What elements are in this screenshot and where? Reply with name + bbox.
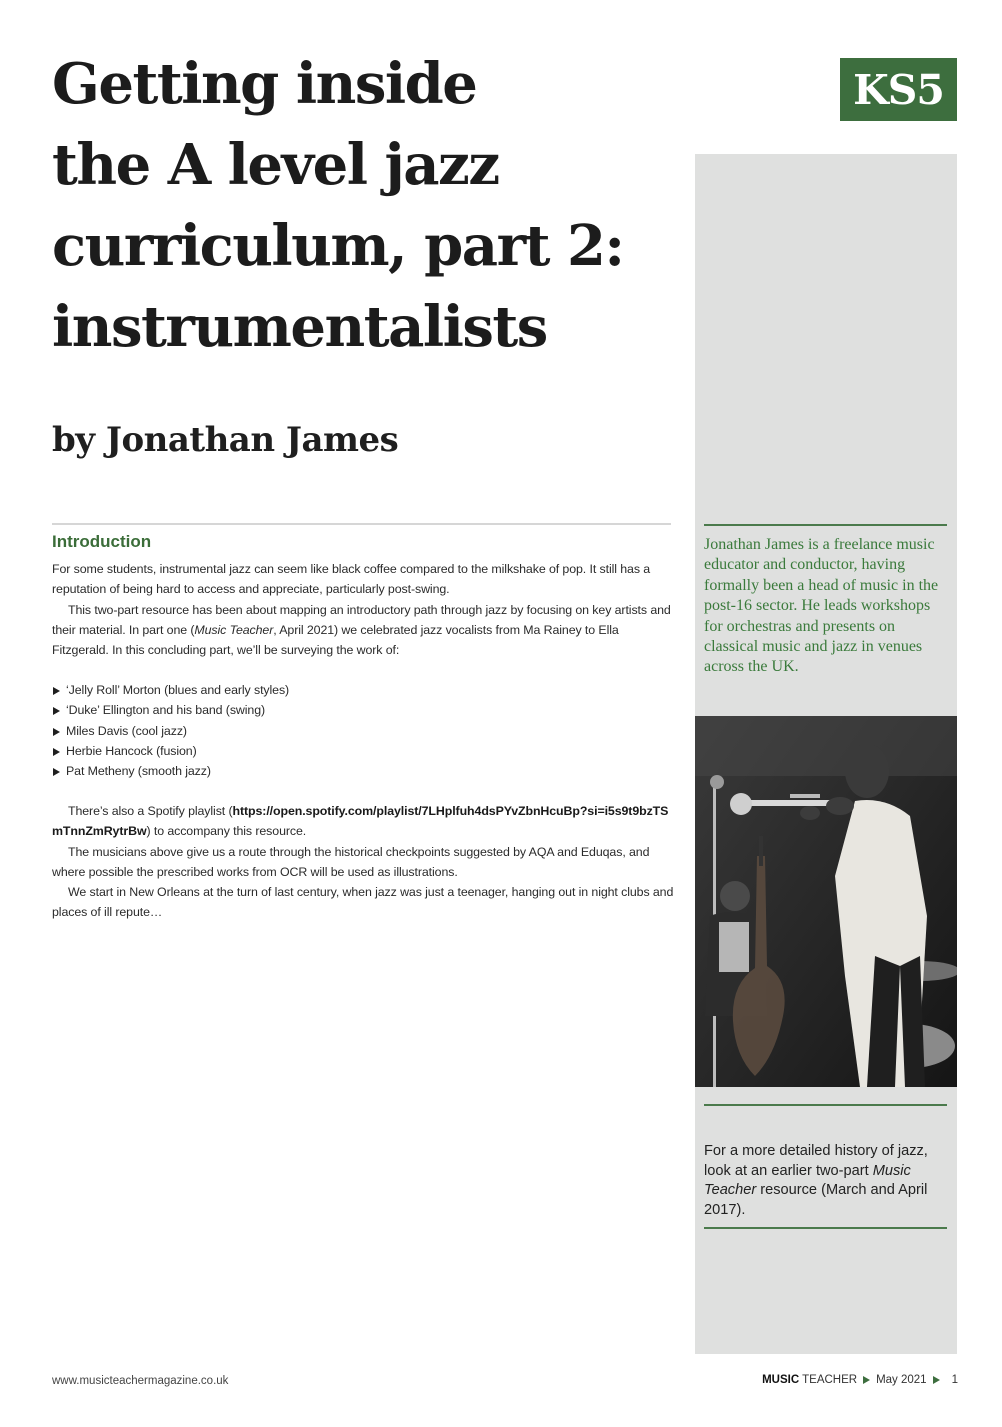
triangle-bullet-icon (53, 768, 60, 776)
brand-text: TEACHER (802, 1374, 858, 1386)
sidebar-note (704, 1142, 946, 1220)
issue-date: May 2021 (876, 1374, 927, 1386)
paragraph: The musicians above give us a route through the historical checkpoints suggested by AQA and Eduqas, and where possible the prescribed works from OCR will be used as illustrations. (52, 844, 650, 879)
list-item (52, 741, 672, 761)
paragraph (52, 600, 677, 661)
section-divider (52, 523, 671, 525)
title-line: Getting inside (52, 51, 477, 117)
footer-brand (762, 1374, 958, 1386)
paragraph-text: ) to accompany this resource. (146, 824, 307, 839)
paragraph (52, 801, 677, 842)
list-item-text: ‘Duke’ Ellington and his band (swing) (66, 703, 266, 718)
triangle-bullet-icon (53, 707, 60, 715)
note-text: resource (March and April 2017). (704, 1182, 928, 1218)
paragraph: We start in New Orleans at the turn of last century, when jazz was just a teenager, hanging out in night clubs and places of ill repute… (52, 885, 674, 920)
triangle-bullet-icon (53, 728, 60, 736)
brand-name (762, 1374, 857, 1386)
sidebar-divider (704, 1104, 947, 1106)
list-item (52, 700, 672, 720)
artist-list (52, 680, 672, 781)
title-line: curriculum, part 2: (52, 213, 624, 279)
article-title (52, 44, 692, 368)
paragraph-italic-text: Music Teacher (194, 622, 274, 637)
section-heading: Introduction (52, 532, 152, 551)
footer-url[interactable]: www.musicteachermagazine.co.uk (52, 1375, 229, 1387)
paragraph-text: This two-part resource has been about mapping an introductory path through jazz by focusing on key artists and their material. In part one ( (52, 602, 671, 637)
level-badge: KS5 (840, 58, 957, 121)
sidebar-divider (704, 1227, 947, 1229)
title-line: instrumentalists (52, 294, 547, 360)
triangle-separator-icon (863, 1376, 870, 1384)
paragraph-text: There’s also a Spotify playlist ( (68, 804, 233, 818)
page-number: 1 (951, 1374, 958, 1386)
paragraph: For some students, instrumental jazz can seem like black coffee compared to the milkshake of pop. It still has a reputation of being hard to access and appreciate, particularly post-swing. (52, 562, 651, 597)
note-text: For a more detailed history of jazz, look at an earlier two-part (704, 1143, 928, 1179)
triangle-bullet-icon (53, 687, 60, 695)
brand-bold-text: MUSIC (762, 1374, 800, 1386)
sidebar-divider (704, 524, 947, 526)
musician-photo (695, 716, 957, 1087)
closing-text (52, 801, 677, 923)
list-item-text: Herbie Hancock (fusion) (66, 743, 197, 758)
spotify-playlist-link[interactable]: https://open.spotify.com/playlist/7LHplfuh4dsPYvZbnHcuBp?si=i5s9t9bzTSmTnnZmRytrBw (52, 804, 669, 839)
list-item (52, 761, 672, 781)
list-item-text: Miles Davis (cool jazz) (66, 723, 187, 738)
intro-text (52, 559, 677, 660)
list-item-text: Pat Metheny (smooth jazz) (66, 764, 211, 779)
title-line: the A level jazz (52, 132, 499, 198)
paragraph-text: , April 2021) we celebrated jazz vocalists from Ma Rainey to Ella Fitzgerald. In this concluding part, we’ll be surveying the work of: (52, 622, 619, 658)
author-bio: Jonathan James is a freelance music educator and conductor, having formally been a head of music in the post-16 sector. He leads workshops for orchestras and presents on classical music and jazz in venues across the UK. (704, 536, 939, 676)
list-item (52, 680, 672, 700)
list-item-text: ‘Jelly Roll’ Morton (blues and early styles) (66, 683, 290, 697)
triangle-separator-icon (933, 1376, 940, 1384)
note-italic-text: Music Teacher (704, 1162, 911, 1199)
list-item (52, 721, 672, 741)
author-byline: by Jonathan James (52, 420, 399, 460)
triangle-bullet-icon (53, 748, 60, 756)
